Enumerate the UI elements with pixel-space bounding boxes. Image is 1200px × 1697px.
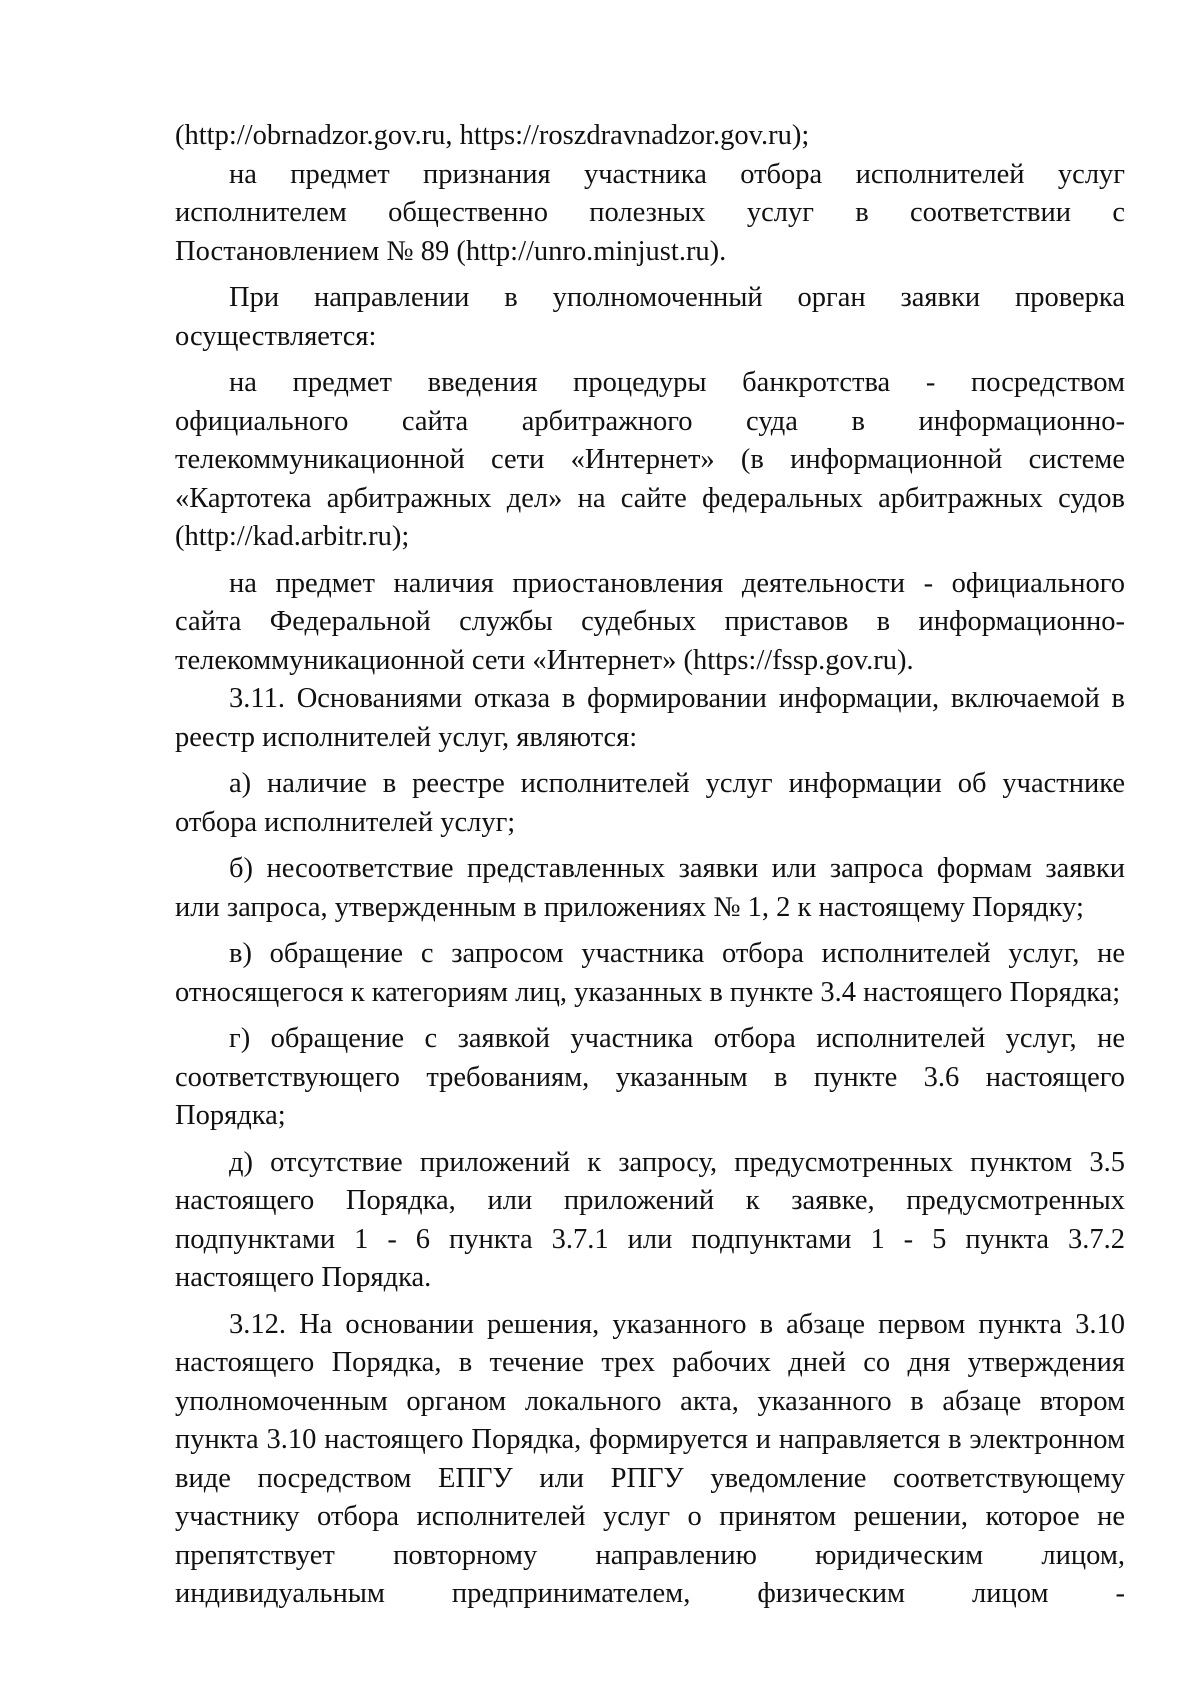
document-page (175, 117, 1125, 1614)
paragraph-3-11-d: д) отсутствие приложений к запросу, предусмотренных пунктом 3.5 настоящего Порядка, или приложений к заявке, предусмотренных подпунктами 1 - 6 пункта 3.7.1 или подпунктами 1 - 5 пункта 3.7.2 настоящего Порядка. (175, 1146, 1125, 1293)
paragraph-3-11-a: а) наличие в реестре исполнителей услуг информации об участнике отбора исполнителей услуг; (175, 768, 1125, 838)
paragraph-suspension-check: на предмет наличия приостановления деятельности - официального сайта Федеральной службы судебных приставов в информационно-телекоммуникационной сети «Интернет» (https://fssp.gov.ru). (175, 567, 1125, 676)
paragraph-bankruptcy-check: на предмет введения процедуры банкротства - посредством официального сайта арбитражного суда в информационно-телекоммуникационной сети «Интернет» (в информационной системе «Картотека арбитражных дел» на сайте федеральных арбитражных судов (http://kad.arbitr.ru); (175, 367, 1125, 552)
paragraph-3-11-g: г) обращение с заявкой участника отбора исполнителей услуг, не соответствующего требованиям, указанным в пункте 3.6 настоящего Порядка; (175, 1023, 1125, 1131)
paragraph-3-12-notification: 3.12. На основании решения, указанного в абзаце первом пункта 3.10 настоящего Порядка, в течение трех рабочих дней со дня утверждения уполномоченным органом локального акта, указанного в абзаце втором пункта 3.10 настоящего Порядка, формируется и направляется в электронном виде посредством ЕПГУ или РПГУ уведомление соответствующему участнику отбора исполнителей услуг о принятом решении, которое не препятствует повторному направлению юридическим лицом, индивидуальным предпринимателем, физическим лицом - (175, 1308, 1125, 1609)
paragraph-public-services-check: на предмет признания участника отбора исполнителей услуг исполнителем общественно полезных услуг в соответствии с Постановлением № 89 (http://unro.minjust.ru). (175, 158, 1125, 267)
paragraph-sites-continuation: (http://obrnadzor.gov.ru, https://roszdravnadzor.gov.ru); (175, 120, 810, 151)
paragraph-3-11-refusal-grounds: 3.11. Основаниями отказа в формировании информации, включаемой в реестр исполнителей услуг, являются: (175, 683, 1125, 753)
paragraph-3-11-v: в) обращение с запросом участника отбора исполнителей услуг, не относящегося к категориям лиц, указанных в пункте 3.4 настоящего Порядка; (175, 938, 1125, 1008)
paragraph-authority-check-intro: При направлении в уполномоченный орган заявки проверка осуществляется: (175, 282, 1125, 352)
paragraph-3-11-b: б) несоответствие представленных заявки или запроса формам заявки или запроса, утвержденным в приложениях № 1, 2 к настоящему Порядку; (175, 853, 1125, 923)
